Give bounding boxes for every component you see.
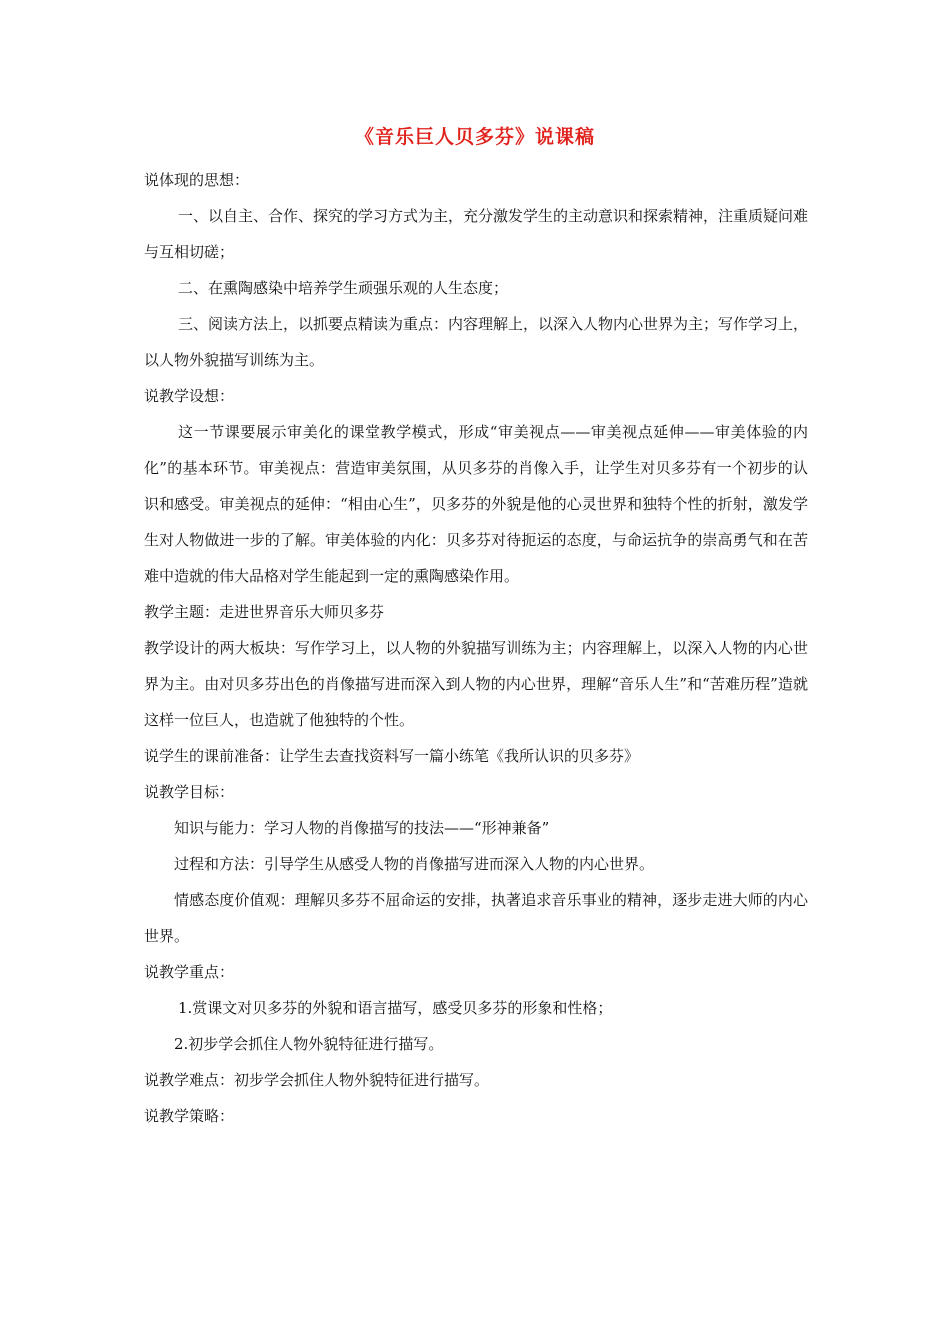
section-heading: 说教学目标： [144,783,235,801]
body-paragraph: 教学设计的两大板块：写作学习上，以人物的外貌描写训练为主；内容理解上，以深入人物的内心世界为主。由对贝多芬出色的肖像描写进而深入到人物的内心世界，理解“音乐人生”和“苦难历程”造就这样一位巨人，也造就了他独特的个性。 [144,639,808,729]
document-title: 《音乐巨人贝多芬》说课稿 [354,126,595,148]
body-paragraph: 二、在熏陶感染中培养学生顽强乐观的人生态度； [178,279,509,297]
body-paragraph: 三、阅读方法上，以抓要点精读为重点：内容理解上，以深入人物内心世界为主；写作学习上，以人物外貌描写训练为主。 [144,315,809,369]
body-paragraph: 过程和方法：引导学生从感受人物的肖像描写进而深入人物的内心世界。 [174,855,655,873]
section-heading: 说教学设想： [144,387,235,405]
section-heading: 教学主题：走进世界音乐大师贝多芬 [144,603,385,621]
section-heading: 说学生的课前准备：让学生去查找资料写一篇小练笔《我所认识的贝多芬》 [144,747,640,765]
body-paragraph: 这一节课要展示审美化的课堂教学模式，形成“审美视点——审美视点延伸——审美体验的内化”的基本环节。审美视点：营造审美氛围，从贝多芬的肖像入手，让学生对贝多芬有一个初步的认识和感受。审美视点的延伸：“相由心生”，贝多芬的外貌是他的心灵世界和独特个性的折射，激发学生对人物做进一步的了解。审美体验的内化：贝多芬对待扼运的态度，与命运抗争的崇高勇气和在苦难中造就的伟大品格对学生能起到一定的熏陶感染作用。 [144,423,808,585]
section-heading: 说教学重点： [144,963,235,981]
section-heading: 说教学策略： [144,1107,235,1125]
body-paragraph: 知识与能力：学习人物的肖像描写的技法——“形神兼备” [174,819,550,837]
list-item: 2.初步学会抓住人物外貌特征进行描写。 [174,1035,444,1053]
body-paragraph: 一、以自主、合作、探究的学习方式为主，充分激发学生的主动意识和探索精神，注重质疑问难与互相切磋； [144,207,809,261]
body-paragraph: 情感态度价值观：理解贝多芬不屈命运的安排，执著追求音乐事业的精神，逐步走进大师的内心世界。 [144,891,808,945]
document-body [144,162,808,1134]
section-heading: 说教学难点：初步学会抓住人物外貌特征进行描写。 [144,1071,490,1089]
section-heading: 说体现的思想： [144,171,250,189]
list-item: 1.赏课文对贝多芬的外貌和语言描写，感受贝多芬的形象和性格； [178,999,613,1017]
